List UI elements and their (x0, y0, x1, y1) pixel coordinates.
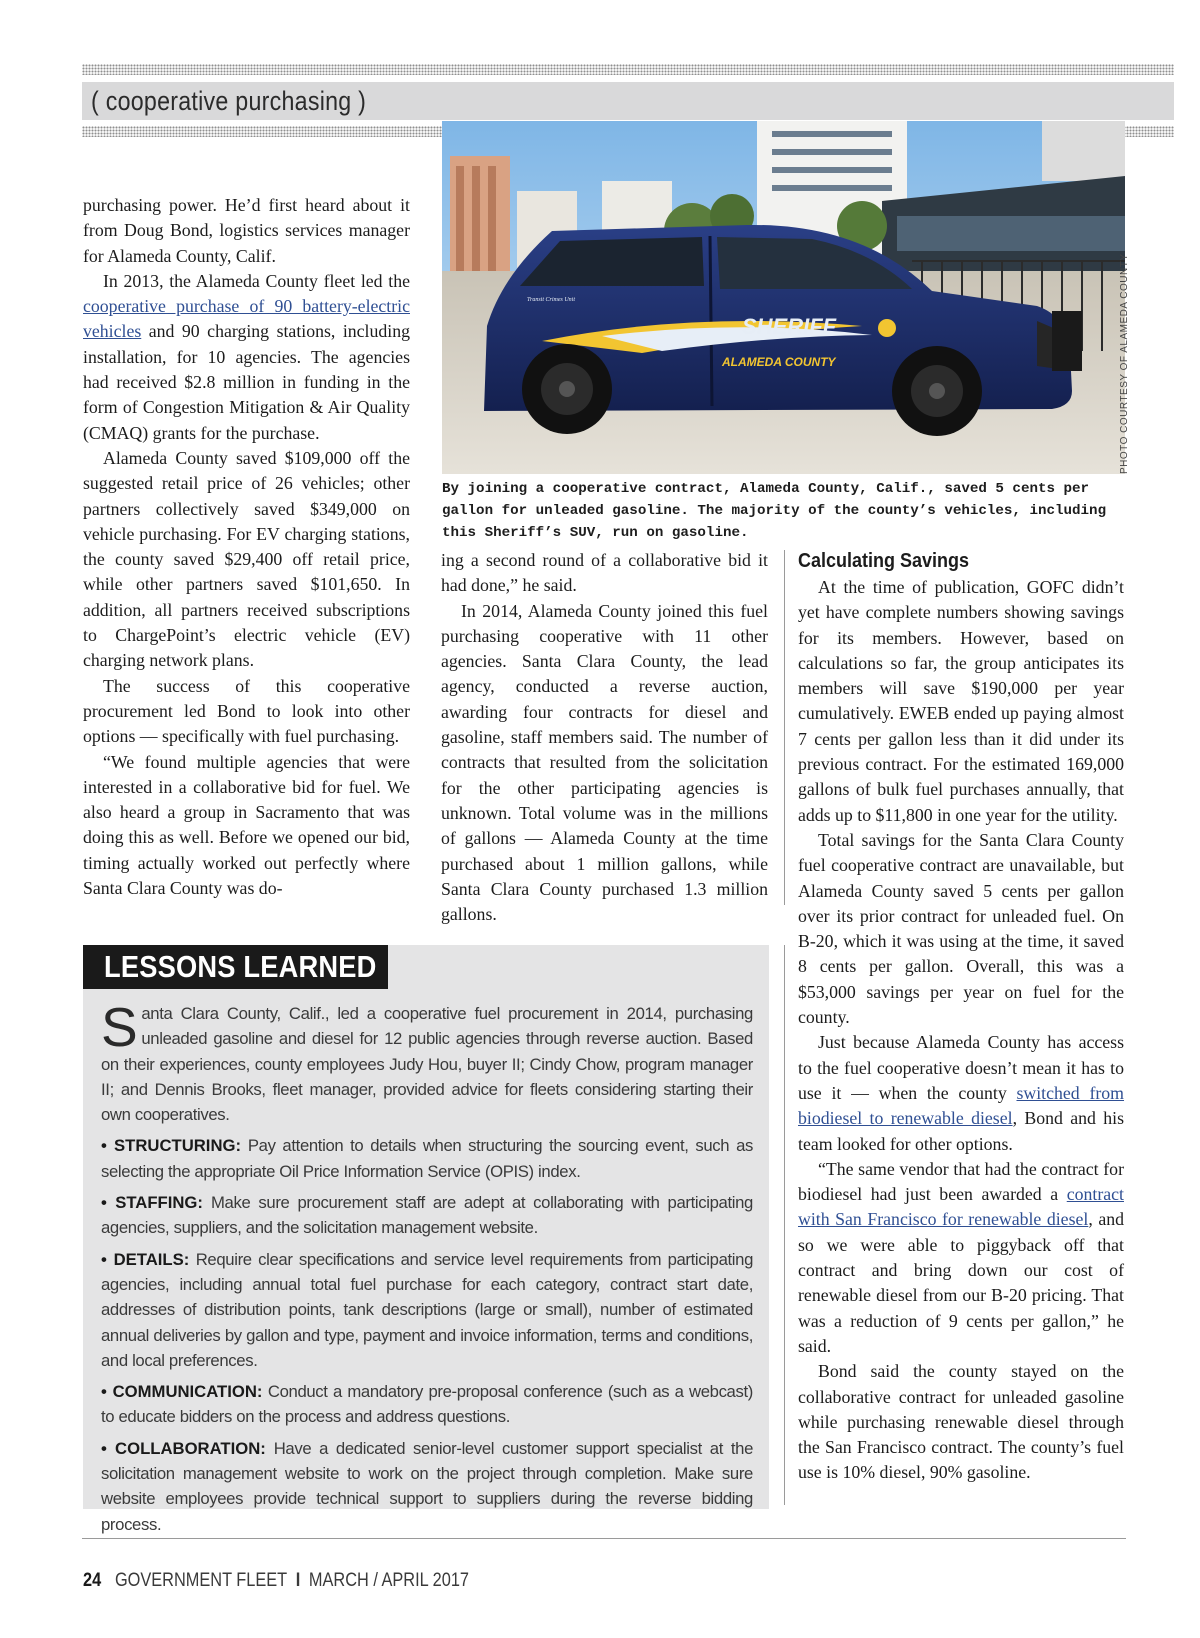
lesson-text: Conduct a mandatory pre-proposal conference (such as a webcast) to educate bidders on the process and address questions. (101, 1382, 753, 1427)
text-span: “The same vendor that had the contract for biodiesel had just been awarded a (798, 1158, 1124, 1205)
paragraph (83, 269, 410, 446)
photo-caption: By joining a cooperative contract, Alameda County, Calif., saved 5 cents per gallon for unleaded gasoline. The majority of the county’s vehicles, including this Sheriff’s SUV, run on gasoline. (442, 481, 1107, 541)
column-divider (784, 550, 785, 905)
text-span: Just because Alameda County has access to the fuel cooperative doesn’t mean it has to use it — when the county (798, 1032, 1124, 1103)
publication-name: GOVERNMENT FLEET (114, 1570, 288, 1591)
photo-credit: PHOTO COURTESY OF ALAMEDA COUNTY (1119, 253, 1130, 474)
paragraph: Alameda County saved $109,000 off the suggested retail price of 26 vehicles; other partners collectively saved $349,000 on vehicle purchasing. For EV charging stations, the county saved $29,400 off retail price, while other partners saved $101,650. In addition, all partners received subscriptions to ChargePoint’s electric vehicle (EV) charging network plans. (83, 447, 410, 671)
issue-date: MARCH / APRIL 2017 (308, 1570, 470, 1591)
lesson-item (101, 1247, 753, 1373)
article-column-2 (441, 548, 768, 927)
lesson-item (101, 1379, 753, 1430)
decal-door-text: Transit Crimes Unit (527, 297, 576, 303)
decal-sheriff: SHERIFF (742, 314, 837, 339)
lesson-item (101, 1133, 753, 1184)
lesson-text: Have a dedicated senior-level customer support specialist at the solicitation management website to work on the project through completion. Make sure website employees provide technical support to suppliers during the reverse bidding process. (101, 1438, 753, 1534)
paragraph: ing a second round of a collaborative bid it had done,” he said. (441, 550, 768, 596)
paragraph: Total savings for the Santa Clara County fuel cooperative contract are unavailable, but Alameda County saved 5 cents per gallon over its prior contract for unleaded fuel. On B-20, which it was using at the time, it saved 8 cents per gallon. Overall, this was a $53,000 savings per year on fuel for the county. (798, 829, 1124, 1028)
lesson-label: • STAFFING: (101, 1193, 203, 1213)
footer-rule (82, 1538, 1126, 1539)
link-cooperative-purchase[interactable]: cooperative purchase of 90 battery-electric vehicles (83, 296, 410, 342)
subheading: Calculating Savings (798, 550, 970, 572)
lesson-text: Require clear specifications and service level requirements from participating agencies, including annual total fuel purchase for each category, contract start date, addresses of distribution points, tank descriptions (large or small), number of estimated annual deliveries by gallon and type, payment and invoice information, terms and conditions, and local preferences. (101, 1249, 754, 1370)
text-span: In 2013, the Alameda County fleet led the (103, 270, 410, 291)
lessons-learned-box (83, 945, 769, 1534)
lesson-label: • COLLABORATION: (101, 1438, 266, 1458)
paragraph: At the time of publication, GOFC didn’t yet have complete numbers showing savings for its members. However, based on calculations so far, the group anticipates its members will save $190,000 per year cumulatively. EWEB ended up paying almost 7 cents per gallon less than it did under its previous contract. For the estimated 169,000 gallons of bulk fuel purchases annually, that adds up to $11,800 in one year for the utility. (798, 577, 1124, 825)
text-span: , and so we were able to piggyback off that contract and bring down our cost of renewable diesel from our B-20 pricing. That was a reduction of 9 cents per gallon,” he said. (798, 1209, 1124, 1356)
lesson-item (101, 1436, 753, 1537)
page-footer (83, 1570, 469, 1592)
link-san-francisco-contract[interactable]: contract with San Francisco for renewable diesel (798, 1184, 1124, 1230)
paragraph: Bond said the county stayed on the collaborative contract for unleaded gasoline while purchasing renewable diesel through the San Francisco contract. The county’s fuel use is 10% diesel, 90% gasoline. (798, 1361, 1124, 1483)
lesson-text: Pay attention to details when structuring the sourcing event, such as selecting the appropriate Oil Price Information Service (OPIS) index. (101, 1136, 753, 1181)
text-span: and 90 charging stations, including installation, for 10 agencies. The agencies had received $2.8 million in funding in the form of Congestion Mitigation & Air Quality (CMAQ) grants for the purchase. (83, 321, 410, 443)
section-label: ( cooperative purchasing ) (91, 86, 367, 116)
link-renewable-diesel-switch[interactable]: switched from biodiesel to renewable diesel (798, 1082, 1125, 1129)
lessons-body (101, 996, 754, 1537)
drop-cap: S (101, 996, 138, 1058)
footer-separator: I (295, 1570, 301, 1591)
paragraph: “We found multiple agencies that were interested in a collaborative bid for fuel. We also heard a group in Sacramento that was doing this as well. Before we opened our bid, timing actually worked out perfectly where Santa Clara County was do- (83, 751, 410, 899)
lessons-intro-text: anta Clara County, Calif., led a cooperative fuel procurement in 2014, purchasing unleaded gasoline and diesel for 12 public agencies through reverse auction. Based on their experiences, county employees Judy Hou, buyer II; Cindy Chow, program manager II; and Dennis Brooks, fleet manager, provided advice for fleets considering starting their own cooperatives. (101, 1004, 753, 1125)
article-column-1 (83, 193, 410, 901)
column-divider (784, 945, 785, 1505)
sheriff-suv-photo (442, 121, 1125, 474)
paragraph (798, 1030, 1124, 1156)
paragraph: In 2014, Alameda County joined this fuel purchasing cooperative with 11 other agencies. Santa Clara County, the lead agency, conducted a reverse auction, awarding four contracts for diesel and gasoline, staff members said. The number of contracts that resulted from the solicitation for the other participating agencies is unknown. Total volume was in the millions of gallons — Alameda County at the time purchased about 1 million gallons, while Santa Clara County purchased 1.3 million gallons. (441, 600, 768, 925)
decal-alameda-county: ALAMEDA COUNTY (722, 355, 836, 369)
dotted-rule-top (82, 64, 1174, 75)
paragraph (798, 1157, 1124, 1359)
lessons-intro (101, 996, 753, 1127)
lessons-title (83, 945, 388, 989)
lesson-text: Make sure procurement staff are adept at collaborating with participating agencies, suppliers, and the solicitation management website. (101, 1193, 753, 1238)
page-number: 24 (83, 1570, 102, 1591)
lesson-item (101, 1190, 753, 1241)
lesson-label: • STRUCTURING: (101, 1136, 242, 1156)
lessons-title-text: LESSONS LEARNED (104, 949, 377, 984)
article-column-3 (798, 548, 1124, 1486)
paragraph: purchasing power. He’d first heard about it from Doug Bond, logistics services manager for Alameda County, Calif. (83, 195, 410, 266)
paragraph: The success of this cooperative procurement led Bond to look into other options — specifically with fuel purchasing. (83, 675, 410, 747)
lesson-label: • COMMUNICATION: (101, 1382, 263, 1402)
lesson-label: • DETAILS: (101, 1249, 190, 1269)
text-span: , Bond and his team looked for other options. (798, 1108, 1124, 1154)
